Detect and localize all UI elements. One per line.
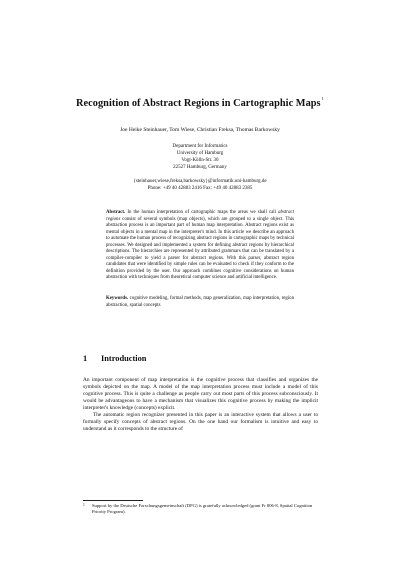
paper-title [0, 96, 400, 109]
section-title-text: Introduction [101, 354, 147, 363]
abstract-text-start: In the human interpretation of cartographic maps the areas we shall call [127, 210, 279, 215]
affiliation-department: Department for Informatics [172, 144, 228, 149]
contact-block [0, 178, 400, 192]
footnote-divider [83, 500, 143, 501]
affiliation-university: University of Hamburg [176, 151, 224, 157]
title-text: Recognition of Abstract Regions in Cartographic Maps [76, 98, 321, 109]
affiliation-city: 22527 Hamburg, Germany [173, 165, 227, 171]
abstract-block [106, 210, 294, 282]
intro-paragraph-1: An important component of map interpretation is the cognitive process that classifies and organizes the symbols depicted on the map. A model of the map interpretation process must include a model of this cognitive process. This is quite a challenge as people carry out most parts of this process subconsciously. It would be advantageous to have a mechanism that visualizes this cognitive process by making the implicit interpreter's knowledge (concepts) explicit. [83, 377, 318, 411]
section-heading [83, 354, 323, 363]
keywords-label: Keywords. [106, 296, 129, 301]
section-number: 1 [83, 354, 88, 363]
title-footnote-mark: 1 [321, 96, 324, 101]
keywords-text: cognitive modeling, formal methods, map generalization, map interpretation, region abstraction, spatial concepts [106, 296, 294, 308]
footnote-text: Support by the Deutsche Forschungsgemeinschaft (DFG) is gratefully acknowledged (grant Fr 806-8, Spatial Cognition Priority Program). [92, 503, 313, 515]
abstract-emphasis: abstract regions [106, 210, 294, 222]
abstract-label: Abstract. [106, 210, 126, 215]
introduction-body [83, 377, 318, 433]
affiliation-block [0, 143, 400, 171]
affiliation-street: Vogt-Kölln-Str. 30 [181, 158, 219, 164]
author-list: Joe Heike Steinhauer, Tom Wiese, Christian Freksa, Thomas Barkowsky [120, 127, 280, 133]
footnote-mark: 1 [83, 503, 85, 507]
contact-phone: Phone: +49 40 42883 2416 Fax: +49 40 42883 2385 [147, 186, 253, 192]
contact-email: {steinhauer,wiese,freksa,barkowsky}@informatik.uni-hamburg.de [133, 179, 267, 184]
footnote [83, 503, 318, 516]
keywords-block [106, 296, 294, 309]
abstract-text-rest: consist of several symbols (map objects), which are grouped to a single object. This abstraction process is an important part of human map interpretation. Abstract regions exist as mental objects in a mental map in the interpreter's mind. In this article we describe an approach to automate the human process of recognizing abstract regions in cartographic maps by technical processes. We designed and implemented a system for defining abstract regions by hierarchical descriptions. The hierarchies are represented by attributed grammars that can be translated by a compiler-compiler to yield a parser for abstract regions. With this parser, abstract region candidates that were identified by simple rules can be evaluated to check if they conform to the definition provided by the user. Our approach combines cognitive considerations on human abstraction with techniques from theoretical computer science and artificial intelligence. [106, 216, 294, 281]
intro-paragraph-2: The automatic region recognizer presented in this paper is an interactive system that allows a user to formally specify concepts of abstract regions. On the one hand our formalism is intuitive and easy to understand as it corresponds to the structure of [83, 411, 318, 432]
